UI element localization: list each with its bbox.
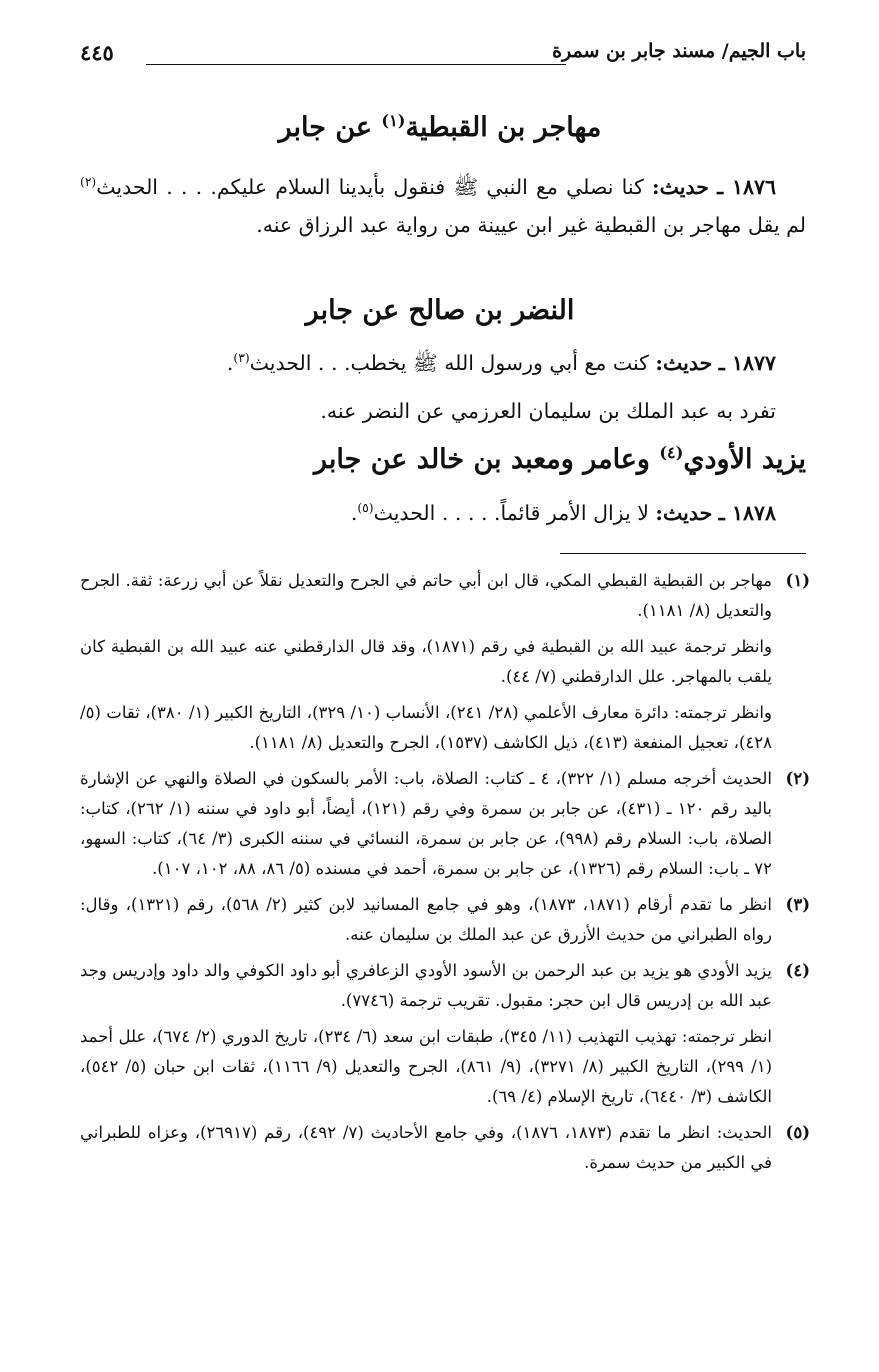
footnote-text: وانظر ترجمة عبيد الله بن القبطية في رقم (١٨٧١)، وقد قال الدارقطني عنه عبيد الله بن القبطية كان يلقب بالمهاجر. علل الدارقطني (٧/ ٤٤).	[80, 637, 772, 686]
entry-number: ١٨٧٦ ـ	[717, 175, 776, 199]
entry-text: كنت مع أبي ورسول الله ﷺ يخطب. . . الحديث	[249, 351, 656, 375]
footnote-ref: (٣)	[233, 351, 250, 366]
footnote-mark: (٤)	[785, 961, 810, 980]
hadith-entry	[80, 494, 806, 532]
footnote-ref: (٥)	[357, 501, 374, 516]
page-number: ٤٤٥	[80, 40, 114, 65]
entry-note: تفرد به عبد الملك بن سليمان العرزمي عن النضر عنه.	[320, 399, 776, 423]
footnote	[80, 566, 810, 764]
footnote	[80, 890, 810, 956]
footnote-ref: (٢)	[80, 175, 97, 190]
footnote-text: الحديث أخرجه مسلم (١/ ٣٢٢)، ٤ ـ كتاب: الصلاة، باب: الأمر بالسكون في الصلاة والنهي عن الإشارة باليد رقم ١٢٠ ـ (٤٣١)، عن جابر بن سمرة وفي رقم (١٢١)، أيضاً، أبو داود في سننه (١/ ٢٦٢)، كتاب: الصلاة، باب: السلام رقم (٩٩٨)، عن جابر بن سمرة، النسائي في سننه الكبرى (٣/ ٦٤)، كتاب: السهو، ٧٢ ـ باب: السلام رقم (١٣٢٦)، عن جابر بن سمرة، أحمد في مسنده (٥/ ٨٦، ٨٨، ١٠٢، ١٠٧).	[80, 769, 773, 878]
hadith-entry	[80, 344, 806, 382]
footnote-mark: (٥)	[785, 1123, 810, 1142]
section-heading: مهاجر بن القبطية$^{(١)}$ عن جابر	[278, 111, 602, 143]
entry-text: .	[350, 501, 358, 525]
section-heading: النضر بن صالح عن جابر	[305, 295, 575, 326]
entry-number: ١٨٧٧ ـ	[718, 351, 776, 375]
footnote-text: يزيد الأودي هو يزيد بن عبد الرحمن بن الأسود الأودي الزعافري أبو داود الكوفي والد داود وإدريس وجد عبد الله بن إدريس قال ابن حجر: مقبول. تقريب ترجمة (٧٧٤٦).	[80, 961, 772, 1010]
footnote	[80, 956, 810, 1118]
entry-text: لم يقل مهاجر بن القبطية غير ابن عيينة من رواية عبد الرزاق عنه.	[256, 213, 806, 237]
footnote-text: وانظر ترجمته: دائرة معارف الأعلمي (٢٨/ ٢٤١)، الأنساب (١٠/ ٣٢٩)، التاريخ الكبير (١/ ٣٨٠)، ثقات (٥/ ٤٢٨)، تعجيل المنفعة (٤١٣)، ذيل الكاشف (١٥٣٧)، الجرح والتعديل (٨/ ١١٨١).	[80, 703, 772, 752]
footnote-text: الحديث: انظر ما تقدم (١٨٧٣، ١٨٧٦)، وفي جامع الأحاديث (٧/ ٤٩٢)، رقم (٢٦٩١٧)، وعزاه للطبراني في الكبير من حديث سمرة.	[80, 1123, 772, 1172]
hadith-entry	[80, 168, 806, 244]
footnote	[80, 764, 810, 890]
footnote	[80, 1118, 810, 1184]
entry-text: كنا نصلي مع النبي ﷺ فنقول بأيدينا السلام عليكم. . . . الحديث	[96, 175, 653, 199]
footnote-mark: (٢)	[785, 769, 810, 788]
entry-text: لا يزال الأمر قائماً. . . . . الحديث	[373, 501, 656, 525]
section-heading: يزيد الأودي$^{(٤)}$ وعامر ومعبد بن خالد عن جابر	[313, 443, 806, 475]
running-header	[80, 40, 806, 80]
footnote-text: مهاجر بن القبطية القبطي المكي، قال ابن أبي حاتم في الجرح والتعديل نقلاً عن أبي زرعة: ثقة. الجرح والتعديل (٨/ ١١٨١).	[80, 571, 772, 620]
footnote-mark: (١)	[785, 571, 810, 590]
footnotes	[80, 566, 810, 1184]
footnote-ref: (٤)	[659, 443, 684, 462]
entry-keyword: حديث:	[655, 351, 713, 375]
entry-keyword: حديث:	[655, 501, 713, 525]
header-rule	[146, 64, 566, 65]
footnote-ref: (١)	[381, 111, 406, 130]
header-title: باب الجيم/ مسند جابر بن سمرة	[552, 40, 806, 62]
footnote-mark: (٣)	[785, 895, 810, 914]
footnote-text: انظر ما تقدم أرقام (١٨٧١، ١٨٧٣)، وهو في جامع المسانيد لابن كثير (٢/ ٥٦٨)، رقم (١٣٢١)، وقال: رواه الطبراني من حديث الأزرق عن عبد الملك بن سليمان عنه.	[80, 895, 772, 944]
entry-number: ١٨٧٨ ـ	[718, 501, 776, 525]
footnote-text: انظر ترجمته: تهذيب التهذيب (١١/ ٣٤٥)، طبقات ابن سعد (٦/ ٢٣٤)، تاريخ الدوري (٢/ ٦٧٤)، علل أحمد (١/ ٢٩٩)، التاريخ الكبير (٨/ ٣٢٧١)، (٩/ ٨٦١)، الجرح والتعديل (٩/ ١١٦٦)، ثقات ابن حبان (٥/ ٥٤٢)، الكاشف (٣/ ٦٤٤٠)، تاريخ الإسلام (٤/ ٦٩).	[80, 1027, 773, 1106]
entry-keyword: حديث:	[652, 175, 709, 199]
footnote-separator	[560, 553, 806, 554]
entry-text: .	[226, 351, 234, 375]
